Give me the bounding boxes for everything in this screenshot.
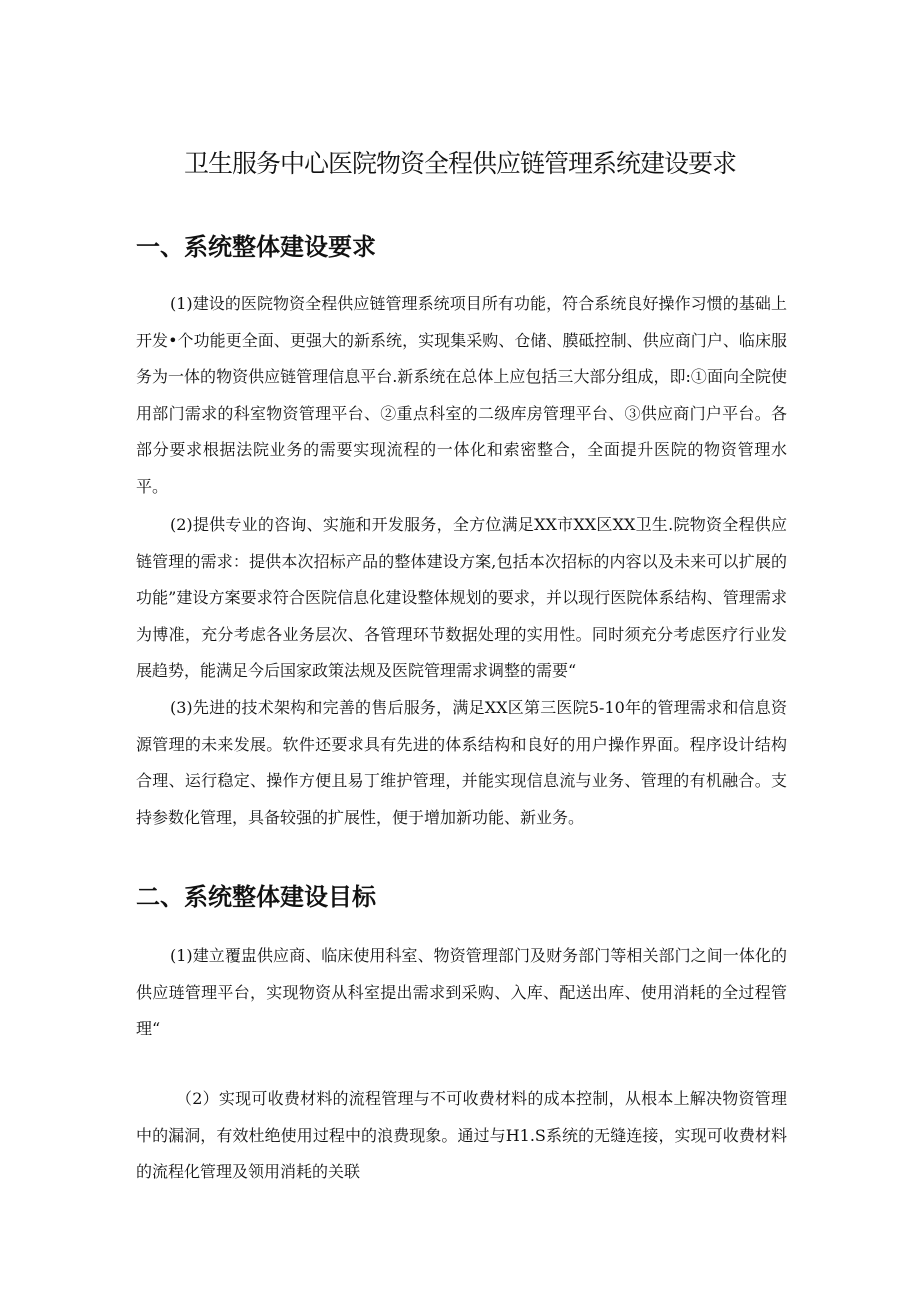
paragraph: (1)建立覆盅供应商、临床使用科室、物资管理部门及财务部门等相关部门之间一体化的供应琏管理平台，实现物资从科室提出需求到采购、入库、配送出库、使用消耗的全过程管理“ (136, 946, 787, 1038)
paragraph: (1)建设的医院物资全程供应链管理系统项目所有功能，符合系统良好操作习惯的基础上开发•个功能更全面、更强大的新系统，实现集采购、仓储、膜砥控制、供应商门户、临床服务为一体的物资供应链管理信息平台.新系统在总体上应包括三大部分组成，即:①面向全院使用部门需求的科室物资管理平台、②重点科室的二级库房管理平台、③供应商门户平台。各部分要求根据法院业务的需要实现流程的一体化和索密整合，全面提升医院的物资管理水平。 (136, 294, 787, 496)
paragraph: (3)先进的技术架构和完善的售后服务，满足XX区第三医院5-10年的管理需求和信息资源管理的未来发展。软件还要求具有先进的体系结构和良好的用户操作界面。程序设计结构合理、运行稳定、操作方便且易丁维护管理，并能实现信息流与业务、管理的有机融合。支持参数化管理，具备较强的扩展性，便于增加新功能、新业务。 (136, 698, 787, 827)
section-heading-goals: 二、系统整体建设目标 (136, 883, 376, 911)
section-heading-requirements: 一、系统整体建设要求 (136, 233, 376, 261)
document-title: 卫生服务中心医院物资全程供应链管理系统建设要求 (183, 149, 736, 178)
paragraph: （2）实现可收费材料的流程管理与不可收费材料的成本控制，从根本上解决物资管理中的漏洞，有效杜绝使用过程中的浪费现象。通过与H1.S系统的无缝连接，实现可收费材料的流程化管理及领用消耗的关联 (136, 1089, 787, 1181)
paragraph: (2)提供专业的咨询、实施和开发服务，全方位满足XX市XX区XX卫生.院物资全程供应链管理的需求：提供本次招标产品的整体建设方案,包括本次招标的内容以及未来可以扩展的功能”建设方案要求符合医院信息化建设整体规划的要求，并以现行医院体系结构、管理需求为博准，充分考虑各业务层次、各管理环节数据处理的实用性。同时须充分考虑医疗行业发展趋势，能满足今后国家政策法规及医院管理需求调整的需要“ (136, 515, 787, 680)
